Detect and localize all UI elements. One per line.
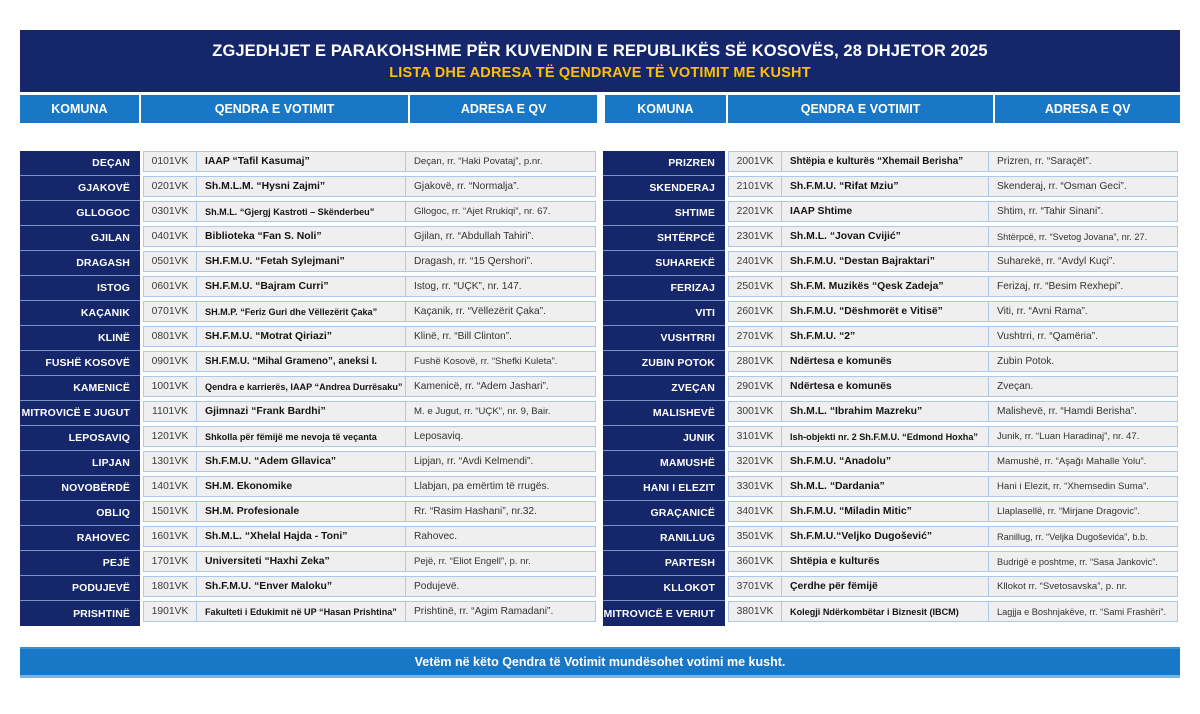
- komuna-cell: PRIZREN: [603, 151, 725, 176]
- column-header-adresa-left: ADRESA E QV: [410, 95, 597, 123]
- qendra-cell: Sh.M.L. “Xhelal Hajda - Toni”: [196, 526, 406, 547]
- adresa-cell: Shtim, rr. “Tahir Sinani”.: [988, 201, 1178, 222]
- table-row: [20, 301, 598, 326]
- code-cell: 0601VK: [143, 276, 197, 297]
- table-row: [603, 551, 1180, 576]
- komuna-cell: KLLOKOT: [603, 576, 725, 601]
- table-row: [20, 176, 598, 201]
- table-row: [603, 401, 1180, 426]
- code-cell: 0301VK: [143, 201, 197, 222]
- code-cell: 2301VK: [728, 226, 782, 247]
- komuna-cell: KAMENICË: [20, 376, 140, 401]
- table-row: [20, 601, 598, 626]
- table-row: [20, 276, 598, 301]
- code-cell: 0101VK: [143, 151, 197, 172]
- komuna-cell: SKENDERAJ: [603, 176, 725, 201]
- code-cell: 3701VK: [728, 576, 782, 597]
- adresa-cell: Zveçan.: [988, 376, 1178, 397]
- table-row: [20, 151, 598, 176]
- table-row: [20, 401, 598, 426]
- code-cell: 1801VK: [143, 576, 197, 597]
- adresa-cell: Llaplasellë, rr. “Mirjane Dragovic”.: [988, 501, 1178, 522]
- adresa-cell: Ferizaj, rr. “Besim Rexhepi”.: [988, 276, 1178, 297]
- table-row: [603, 601, 1180, 626]
- qendra-cell: Sh.F.M.U. “Rifat Mziu”: [781, 176, 989, 197]
- komuna-cell: JUNIK: [603, 426, 725, 451]
- adresa-cell: Gllogoc, rr. “Ajet Rrukiqi”, nr. 67.: [405, 201, 596, 222]
- qendra-cell: SH.F.M.U. “Motrat Qiriazi”: [196, 326, 406, 347]
- qendra-cell: Sh.F.M.U. “Enver Maloku”: [196, 576, 406, 597]
- qendra-cell: Universiteti “Haxhi Zeka”: [196, 551, 406, 572]
- komuna-cell: LEPOSAVIQ: [20, 426, 140, 451]
- qendra-cell: Ish-objekti nr. 2 Sh.F.M.U. “Edmond Hoxha”: [781, 426, 989, 447]
- table-row: [20, 251, 598, 276]
- adresa-cell: M. e Jugut, rr. “UÇK”, nr. 9, Bair.: [405, 401, 596, 422]
- qendra-cell: Sh.M.L.M. “Hysni Zajmi”: [196, 176, 406, 197]
- qendra-cell: Biblioteka “Fan S. Noli”: [196, 226, 406, 247]
- code-cell: 2701VK: [728, 326, 782, 347]
- qendra-cell: Sh.F.M. Muzikës “Qesk Zadeja”: [781, 276, 989, 297]
- adresa-cell: Rr. “Rasim Hashani”, nr.32.: [405, 501, 596, 522]
- code-cell: 2801VK: [728, 351, 782, 372]
- table-row: [603, 426, 1180, 451]
- qendra-cell: Shtëpia e kulturës: [781, 551, 989, 572]
- qendra-cell: Sh.F.M.U.“Veljko Dugošević”: [781, 526, 989, 547]
- qendra-cell: SH.M. Ekonomike: [196, 476, 406, 497]
- footer-note: Vetëm në këto Qendra të Votimit mundësohet votimi me kusht.: [414, 655, 786, 669]
- code-cell: 3101VK: [728, 426, 782, 447]
- adresa-cell: Kamenicë, rr. “Adem Jashari”.: [405, 376, 596, 397]
- code-cell: 3801VK: [728, 601, 782, 622]
- komuna-cell: GRAÇANICË: [603, 501, 725, 526]
- komuna-cell: MITROVICË E JUGUT: [20, 401, 140, 426]
- table-row: [603, 301, 1180, 326]
- code-cell: 2401VK: [728, 251, 782, 272]
- qendra-cell: Sh.F.M.U. “Miladin Mitic”: [781, 501, 989, 522]
- komuna-cell: ISTOG: [20, 276, 140, 301]
- adresa-cell: Vushtrri, rr. “Qamëria”.: [988, 326, 1178, 347]
- table-left: [20, 151, 598, 626]
- komuna-cell: RAHOVEC: [20, 526, 140, 551]
- adresa-cell: Lagjja e Boshnjakëve, rr. “Sami Frashëri”.: [988, 601, 1178, 622]
- column-header-komuna-left: KOMUNA: [20, 95, 139, 123]
- code-cell: 3401VK: [728, 501, 782, 522]
- code-cell: 0701VK: [143, 301, 197, 322]
- code-cell: 2601VK: [728, 301, 782, 322]
- adresa-cell: Ranillug, rr. “Veljka Dugoševića”, b.b.: [988, 526, 1178, 547]
- code-cell: 3201VK: [728, 451, 782, 472]
- komuna-cell: NOVOBËRDË: [20, 476, 140, 501]
- table-row: [20, 501, 598, 526]
- table-right: [603, 151, 1180, 626]
- adresa-cell: Shtërpcë, rr. “Svetog Jovana”, nr. 27.: [988, 226, 1178, 247]
- qendra-cell: SH.M.P. “Feriz Guri dhe Vëllezërit Çaka”: [196, 301, 406, 322]
- qendra-cell: IAAP “Tafil Kasumaj”: [196, 151, 406, 172]
- document-content: [20, 30, 1180, 678]
- qendra-cell: Sh.M.L. “Ibrahim Mazreku”: [781, 401, 989, 422]
- title-block: [20, 30, 1180, 92]
- code-cell: 3301VK: [728, 476, 782, 497]
- komuna-cell: SUHAREKË: [603, 251, 725, 276]
- komuna-cell: PRISHTINË: [20, 601, 140, 626]
- qendra-cell: Shtëpia e kulturës “Xhemail Berisha”: [781, 151, 989, 172]
- qendra-cell: Sh.F.M.U. “Dëshmorët e Vitisë”: [781, 301, 989, 322]
- qendra-cell: Kolegji Ndërkombëtar i Biznesit (IBCM): [781, 601, 989, 622]
- table-row: [20, 326, 598, 351]
- table-row: [20, 376, 598, 401]
- qendra-cell: SH.F.M.U. “Bajram Curri”: [196, 276, 406, 297]
- code-cell: 1701VK: [143, 551, 197, 572]
- adresa-cell: Klinë, rr. “Bill Clinton”.: [405, 326, 596, 347]
- adresa-cell: Fushë Kosovë, rr. “Shefki Kuleta”.: [405, 351, 596, 372]
- code-cell: 0901VK: [143, 351, 197, 372]
- adresa-cell: Hani i Elezit, rr. “Xhemsedin Suma”.: [988, 476, 1178, 497]
- table-row: [603, 326, 1180, 351]
- komuna-cell: OBLIQ: [20, 501, 140, 526]
- table-row: [20, 451, 598, 476]
- qendra-cell: SH.F.M.U. “Mihal Grameno”, aneksi I.: [196, 351, 406, 372]
- code-cell: 1001VK: [143, 376, 197, 397]
- table-row: [603, 226, 1180, 251]
- table-row: [20, 551, 598, 576]
- table-row: [20, 576, 598, 601]
- komuna-cell: KLINË: [20, 326, 140, 351]
- qendra-cell: Sh.F.M.U. “Anadolu”: [781, 451, 989, 472]
- column-header-divider: [599, 95, 603, 123]
- code-cell: 1101VK: [143, 401, 197, 422]
- qendra-cell: Sh.M.L. “Dardania”: [781, 476, 989, 497]
- table-row: [603, 251, 1180, 276]
- table-row: [603, 526, 1180, 551]
- column-header-band: [20, 95, 1180, 123]
- code-cell: 1301VK: [143, 451, 197, 472]
- column-header-qendra-left: QENDRA E VOTIMIT: [141, 95, 409, 123]
- code-cell: 0801VK: [143, 326, 197, 347]
- adresa-cell: Deçan, rr. “Haki Povataj”, p.nr.: [405, 151, 596, 172]
- code-cell: 2501VK: [728, 276, 782, 297]
- code-cell: 2901VK: [728, 376, 782, 397]
- komuna-cell: SHTIME: [603, 201, 725, 226]
- adresa-cell: Prishtinë, rr. “Agim Ramadani”.: [405, 601, 596, 622]
- code-cell: 0201VK: [143, 176, 197, 197]
- qendra-cell: Sh.M.L. “Jovan Cvijić”: [781, 226, 989, 247]
- qendra-cell: SH.F.M.U. “Fetah Sylejmani”: [196, 251, 406, 272]
- adresa-cell: Pejë, rr. “Eliot Engell”, p. nr.: [405, 551, 596, 572]
- code-cell: 3001VK: [728, 401, 782, 422]
- adresa-cell: Podujevë.: [405, 576, 596, 597]
- komuna-cell: GJILAN: [20, 226, 140, 251]
- code-cell: 0501VK: [143, 251, 197, 272]
- komuna-cell: RANILLUG: [603, 526, 725, 551]
- komuna-cell: VUSHTRRI: [603, 326, 725, 351]
- komuna-cell: PARTESH: [603, 551, 725, 576]
- komuna-cell: ZUBIN POTOK: [603, 351, 725, 376]
- adresa-cell: Istog, rr. “UÇK”, nr. 147.: [405, 276, 596, 297]
- adresa-cell: Zubin Potok.: [988, 351, 1178, 372]
- adresa-cell: Leposaviq.: [405, 426, 596, 447]
- adresa-cell: Gjakovë, rr. “Normalja”.: [405, 176, 596, 197]
- code-cell: 1601VK: [143, 526, 197, 547]
- qendra-cell: Sh.F.M.U. “Adem Gllavica”: [196, 451, 406, 472]
- komuna-cell: DRAGASH: [20, 251, 140, 276]
- code-cell: 1501VK: [143, 501, 197, 522]
- komuna-cell: MITROVICË E VERIUT: [603, 601, 725, 626]
- adresa-cell: Malishevë, rr. “Hamdi Berisha”.: [988, 401, 1178, 422]
- komuna-cell: SHTËRPCË: [603, 226, 725, 251]
- adresa-cell: Budrigë e poshtme, rr. “Sasa Jankovic”.: [988, 551, 1178, 572]
- qendra-cell: Sh.F.M.U. “Destan Bajraktari”: [781, 251, 989, 272]
- table-row: [603, 501, 1180, 526]
- table-row: [603, 476, 1180, 501]
- adresa-cell: Viti, rr. “Avni Rama”.: [988, 301, 1178, 322]
- adresa-cell: Kaçanik, rr. “Vëllezërit Çaka”.: [405, 301, 596, 322]
- adresa-cell: Skenderaj, rr. “Osman Geci”.: [988, 176, 1178, 197]
- komuna-cell: GLLOGOC: [20, 201, 140, 226]
- column-header-komuna-right: KOMUNA: [605, 95, 726, 123]
- code-cell: 3501VK: [728, 526, 782, 547]
- table-row: [20, 526, 598, 551]
- adresa-cell: Mamushë, rr. “Aşağı Mahalle Yolu”.: [988, 451, 1178, 472]
- table-row: [603, 176, 1180, 201]
- adresa-cell: Dragash, rr. “15 Qershori”.: [405, 251, 596, 272]
- qendra-cell: IAAP Shtime: [781, 201, 989, 222]
- table-row: [603, 376, 1180, 401]
- qendra-cell: Sh.F.M.U. “2”: [781, 326, 989, 347]
- komuna-cell: LIPJAN: [20, 451, 140, 476]
- table-row: [20, 476, 598, 501]
- qendra-cell: Gjimnazi “Frank Bardhi”: [196, 401, 406, 422]
- table-row: [20, 226, 598, 251]
- qendra-cell: SH.M. Profesionale: [196, 501, 406, 522]
- footer-note-bar: [20, 647, 1180, 678]
- qendra-cell: Sh.M.L. “Gjergj Kastroti – Skënderbeu”: [196, 201, 406, 222]
- column-header-adresa-right: ADRESA E QV: [995, 95, 1180, 123]
- table-row: [603, 576, 1180, 601]
- code-cell: 2001VK: [728, 151, 782, 172]
- adresa-cell: Suharekë, rr. “Avdyl Kuçi”.: [988, 251, 1178, 272]
- adresa-cell: Gjilan, rr. “Abdullah Tahiri”.: [405, 226, 596, 247]
- code-cell: 1401VK: [143, 476, 197, 497]
- adresa-cell: Rahovec.: [405, 526, 596, 547]
- komuna-cell: GJAKOVË: [20, 176, 140, 201]
- komuna-cell: FERIZAJ: [603, 276, 725, 301]
- adresa-cell: Junik, rr. “Luan Haradinaj”, nr. 47.: [988, 426, 1178, 447]
- adresa-cell: Kllokot rr. “Svetosavska”, p. nr.: [988, 576, 1178, 597]
- adresa-cell: Lipjan, rr. “Avdi Kelmendi”.: [405, 451, 596, 472]
- table-row: [603, 451, 1180, 476]
- komuna-cell: MAMUSHË: [603, 451, 725, 476]
- komuna-cell: ZVEÇAN: [603, 376, 725, 401]
- adresa-cell: Llabjan, pa emërtim të rrugës.: [405, 476, 596, 497]
- table-row: [603, 201, 1180, 226]
- code-cell: 2101VK: [728, 176, 782, 197]
- qendra-cell: Shkolla për fëmijë me nevoja të veçanta: [196, 426, 406, 447]
- qendra-cell: Çerdhe për fëmijë: [781, 576, 989, 597]
- komuna-cell: MALISHEVË: [603, 401, 725, 426]
- code-cell: 1201VK: [143, 426, 197, 447]
- komuna-cell: PODUJEVË: [20, 576, 140, 601]
- komuna-cell: FUSHË KOSOVË: [20, 351, 140, 376]
- table-row: [20, 201, 598, 226]
- code-cell: 1901VK: [143, 601, 197, 622]
- table-row: [20, 351, 598, 376]
- qendra-cell: Ndërtesa e komunës: [781, 351, 989, 372]
- page-subtitle: LISTA DHE ADRESA TË QENDRAVE TË VOTIMIT ME KUSHT: [389, 64, 811, 81]
- komuna-cell: VITI: [603, 301, 725, 326]
- table-row: [603, 276, 1180, 301]
- komuna-cell: KAÇANIK: [20, 301, 140, 326]
- table-row: [603, 351, 1180, 376]
- table-row: [20, 426, 598, 451]
- table-row: [603, 151, 1180, 176]
- komuna-cell: DEÇAN: [20, 151, 140, 176]
- komuna-cell: HANI I ELEZIT: [603, 476, 725, 501]
- qendra-cell: Qendra e karrierës, IAAP “Andrea Durrësaku”: [196, 376, 406, 397]
- voting-center-tables: [20, 151, 1180, 626]
- adresa-cell: Prizren, rr. “Saraçët”.: [988, 151, 1178, 172]
- qendra-cell: Fakulteti i Edukimit në UP “Hasan Prishtina”: [196, 601, 406, 622]
- column-header-qendra-right: QENDRA E VOTIMIT: [728, 95, 994, 123]
- code-cell: 0401VK: [143, 226, 197, 247]
- qendra-cell: Ndërtesa e komunës: [781, 376, 989, 397]
- komuna-cell: PEJË: [20, 551, 140, 576]
- code-cell: 2201VK: [728, 201, 782, 222]
- code-cell: 3601VK: [728, 551, 782, 572]
- page-title: ZGJEDHJET E PARAKOHSHME PËR KUVENDIN E REPUBLIKËS SË KOSOVËS, 28 DHJETOR 2025: [212, 41, 988, 60]
